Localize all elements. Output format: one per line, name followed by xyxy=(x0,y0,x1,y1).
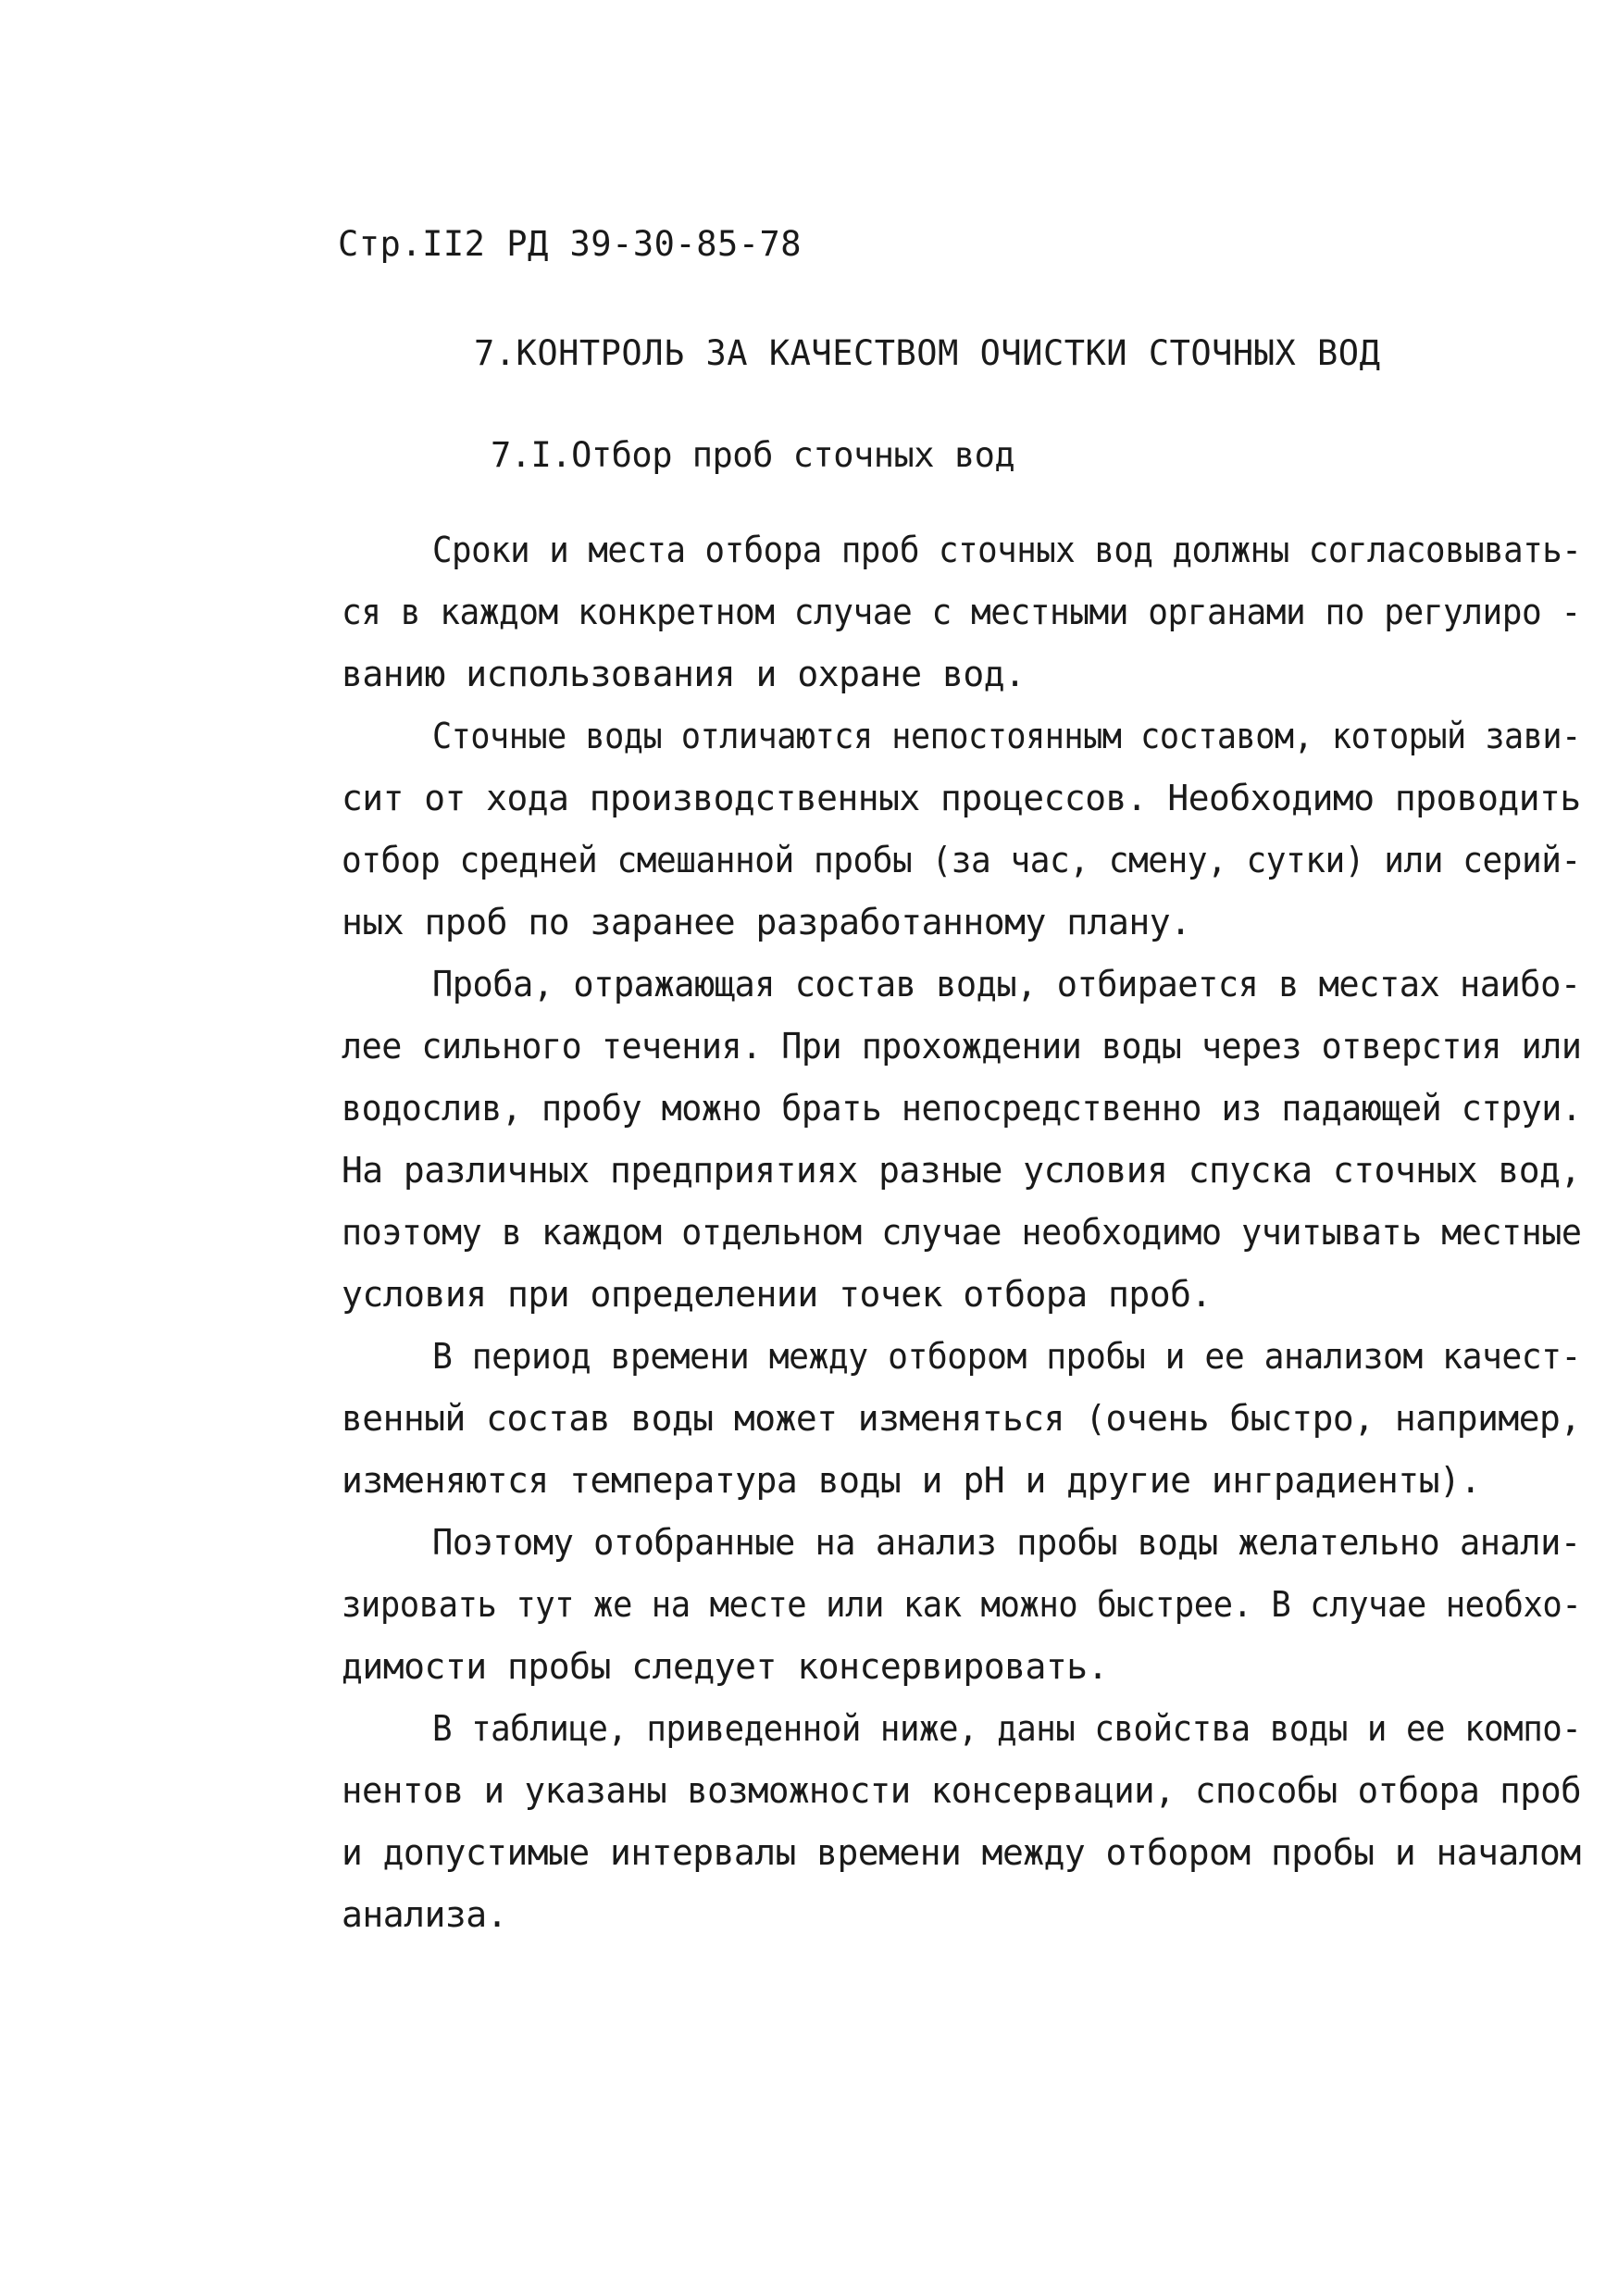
body-line: поэтому в каждом отдельном случае необходимо учитывать местные xyxy=(342,1212,1582,1253)
body-line: зировать тут же на месте или как можно быстрее. В случае необхо- xyxy=(342,1584,1582,1625)
body-line: Проба, отражающая состав воды, отбирается в местах наибо- xyxy=(432,964,1581,1004)
page-reference-header: Стр.II2 РД 39-30-85-78 xyxy=(338,224,803,264)
body-line: водослив, пробу можно брать непосредственно из падающей струи. xyxy=(342,1088,1582,1129)
section-title: 7.КОНТРОЛЬ ЗА КАЧЕСТВОМ ОЧИСТКИ СТОЧНЫХ ВОД xyxy=(474,333,1381,373)
body-line: Сроки и места отбора проб сточных вод должны согласовывать- xyxy=(432,530,1582,570)
body-line: сит от хода производственных процессов. Необходимо проводить xyxy=(342,778,1581,818)
body-line: нентов и указаны возможности консервации, способы отбора проб xyxy=(342,1770,1582,1811)
body-line: ся в каждом конкретном случае с местными органами по регулиро - xyxy=(342,592,1581,632)
body-line: лее сильного течения. При прохождении воды через отверстия или xyxy=(342,1026,1582,1067)
subsection-title: 7.I.Отбор проб сточных вод xyxy=(491,435,1015,475)
body-line: Сточные воды отличаются непостоянным составом, который зави- xyxy=(432,716,1581,756)
body-line: На различных предприятиях разные условия спуска сточных вод, xyxy=(342,1150,1581,1191)
body-line: условия при определении точек отбора проб. xyxy=(342,1274,1212,1315)
body-line: анализа. xyxy=(342,1894,508,1935)
body-line: ванию использования и охране вод. xyxy=(342,654,1026,694)
body-line: отбор средней смешанной пробы (за час, смену, сутки) или серий- xyxy=(342,840,1581,880)
body-line: Поэтому отобранные на анализ пробы воды желательно анали- xyxy=(432,1522,1581,1563)
body-line: ных проб по заранее разработанному плану. xyxy=(342,902,1191,942)
body-line: и допустимые интервалы времени между отбором пробы и началом xyxy=(342,1832,1581,1873)
body-line: изменяются температура воды и pH и другие инградиенты). xyxy=(342,1460,1481,1501)
body-line: димости пробы следует консервировать. xyxy=(342,1646,1108,1687)
body-line: венный состав воды может изменяться (очень быстро, например, xyxy=(342,1398,1581,1439)
body-line: В период времени между отбором пробы и ее анализом качест- xyxy=(432,1336,1581,1377)
body-line: В таблице, приведенной ниже, даны свойства воды и ее компо- xyxy=(432,1708,1582,1749)
